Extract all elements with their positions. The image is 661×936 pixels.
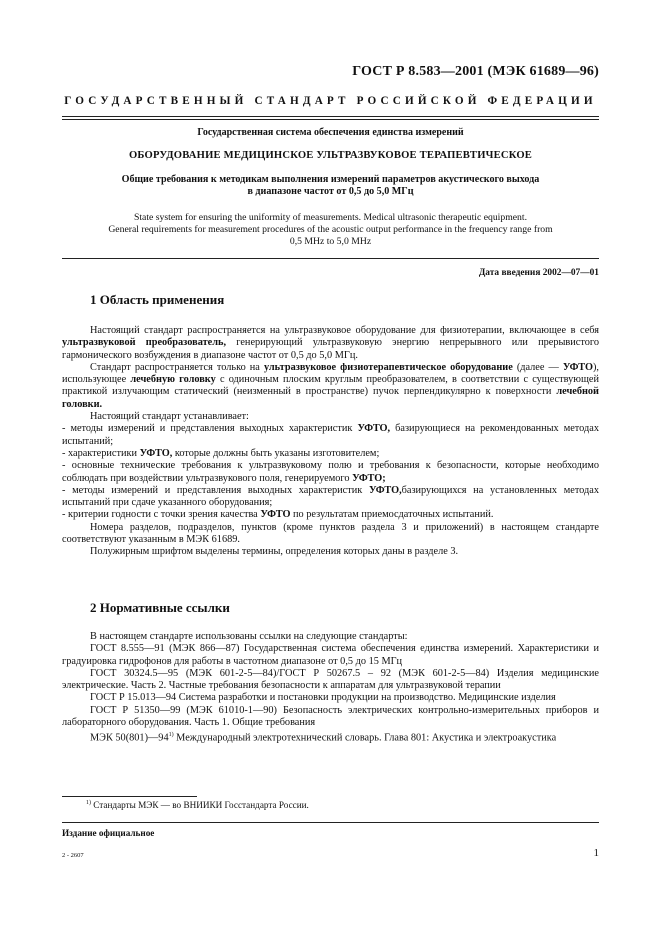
introduction-date: Дата введения 2002—07—01: [478, 268, 599, 278]
reference-item: ГОСТ Р 15.013—94 Система разработки и постановки продукции на производство. Медицинские изделия: [90, 692, 556, 704]
english-title-line: State system for ensuring the uniformity of measurements. Medical ultrasonic therapeutic equipment.: [133, 212, 528, 223]
subtitle: [62, 174, 599, 198]
state-standard-banner: ГОСУДАРСТВЕННЫЙ СТАНДАРТ РОССИЙСКОЙ ФЕДЕРАЦИИ: [64, 95, 597, 107]
subtitle-line: Общие требования к методикам выполнения измерений параметров акустического выхода: [121, 174, 540, 185]
edition-label: Издание официальное: [62, 828, 155, 838]
paragraph: Стандарт распространяется только на ультразвуковое физиотерапевтическое оборудование (далее — УФТО), использующее лечебную головку с одиночным плоским круглым преобразователем, в соответствии с существующей практикой излучающим статический (неизменный в пространстве) пучок перпендикулярно к поверхности лечебной головки.: [62, 361, 599, 410]
reference-item: МЭК 50(801)—94$^{1)}$ Международный электротехнический словарь. Глава 801: Акустика и электроакустика: [90, 732, 557, 744]
english-title-line: General requirements for measurement procedures of the acoustic output performance in the frequency range from: [108, 224, 553, 235]
reference-item: ГОСТ 8.555—91 (МЭК 866—87) Государственная система обеспечения единства измерений. Характеристики и градуировка гидрофонов для работы в частотном диапазоне от 0,5 до 15 МГц: [62, 643, 599, 667]
paragraph: В настоящем стандарте использованы ссылки на следующие стандарты:: [90, 631, 408, 642]
footer-rule: [62, 822, 599, 823]
reference-item: ГОСТ Р 51350—99 (МЭК 61010-1—90) Безопасность электрических контрольно-измерительных приборов и лабораторного оборудования. Часть 1. Общие требования: [62, 704, 599, 729]
title-rule: [62, 258, 599, 259]
main-title: ОБОРУДОВАНИЕ МЕДИЦИНСКОЕ УЛЬТРАЗВУКОВОЕ ТЕРАПЕВТИЧЕСКОЕ: [128, 150, 533, 161]
subtitle-line: в диапазоне частот от 0,5 до 5,0 МГц: [247, 186, 414, 197]
footnote-marker: 1): [168, 732, 174, 739]
footnote-rule: [62, 796, 197, 797]
list-item: - характеристики УФТО, которые должны быть указаны изготовителем;: [62, 447, 380, 459]
list-item: - методы измерений и представления выходных характеристик УФТО, базирующиеся на рекомендованных методах испытаний;: [62, 423, 599, 447]
header-rule-top: [62, 116, 599, 117]
english-title: [62, 212, 599, 248]
footnote-marker: 1): [86, 800, 91, 806]
english-title-line: 0,5 MHz to 5,0 MHz: [289, 236, 372, 247]
list-item: - основные технические требования к ультразвуковому полю и требования к безопасности, которые необходимо соблюдать при воздействии ультразвукового поля, генерируемого УФТО;: [62, 460, 599, 484]
reference-item: ГОСТ 30324.5—95 (МЭК 601-2-5—84)/ГОСТ Р 50267.5 – 92 (МЭК 601-2-5—84) Изделия медицинские электрические. Часть 2. Частные требования безопасности к аппаратам для ультразвуковой терапии: [62, 667, 599, 692]
paragraph: Номера разделов, подразделов, пунктов (кроме пунктов раздела 3 и приложений) в настоящем стандарте соответствуют указанным в МЭК 61689.: [62, 521, 599, 546]
page-number: 1: [593, 847, 599, 859]
paragraph: Настоящий стандарт устанавливает:: [90, 411, 249, 423]
system-title: Государственная система обеспечения единства измерений: [197, 127, 464, 138]
section-1-body: [62, 325, 599, 559]
document-code: ГОСТ Р 8.583—2001 (МЭК 61689—96): [352, 64, 599, 79]
section-2-heading: 2 Нормативные ссылки: [90, 600, 230, 615]
footnote: $^{1)}$ Стандарты МЭК — во ВНИИКИ Госстандарта России.: [86, 800, 309, 811]
list-item: - методы измерений и представления выходных характеристик УФТО,базирующихся на установленных методах испытаний при сдаче указанного оборудования;: [62, 484, 599, 509]
list-item: - критерии годности с точки зрения качества УФТО по результатам приемосдаточных испытаний.: [62, 509, 494, 521]
print-signature: 2 - 2607: [62, 852, 84, 859]
section-2-body: [62, 631, 599, 745]
paragraph: Полужирным шрифтом выделены термины, определения которых даны в разделе 3.: [90, 546, 459, 558]
header-rule-bottom: [62, 119, 599, 120]
section-1-heading: 1 Область применения: [90, 292, 225, 307]
paragraph: Настоящий стандарт распространяется на ультразвуковое оборудование для физиотерапии, включающее в себя ультразвуковой преобразователь, генерирующий ультразвуковую энергию непрерывного или прерывистого гармонического возбуждения в диапазоне частот от 0,5 до 5,0 МГц.: [62, 325, 599, 361]
